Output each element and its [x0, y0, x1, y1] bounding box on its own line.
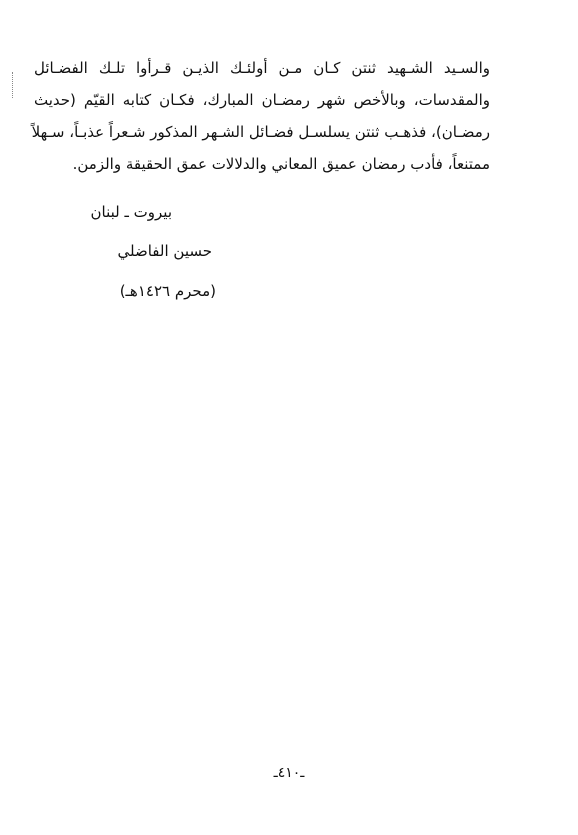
body-line: رمضـان)، فذهـب ثنتن يسلسـل فضـائل الشـهر المذكور شـعراً عذبـاً، سـهلاً: [31, 123, 490, 141]
body-line: والسـيد الشـهيد ثنتن كـان مـن أولئـك الذيـن قـرأوا تلـك الفضـائل: [34, 59, 490, 77]
body-line: ممتنعاً، فأدب رمضان عميق المعاني والدلالات عمق الحقيقة والزمن.: [72, 155, 490, 173]
signature-place: بيروت ـ لبنان: [90, 203, 172, 221]
body-line: والمقدسات، وبالأخص شهر رمضـان المبارك، فكـان كتابه القيّم (حديث: [34, 91, 490, 109]
page-number: ـ٤١٠ـ: [273, 765, 305, 781]
signature-date: (محرم ١٤٢٦هـ): [119, 282, 216, 300]
margin-mark: [12, 72, 14, 98]
signature-author: حسين الفاضلي: [117, 242, 212, 260]
